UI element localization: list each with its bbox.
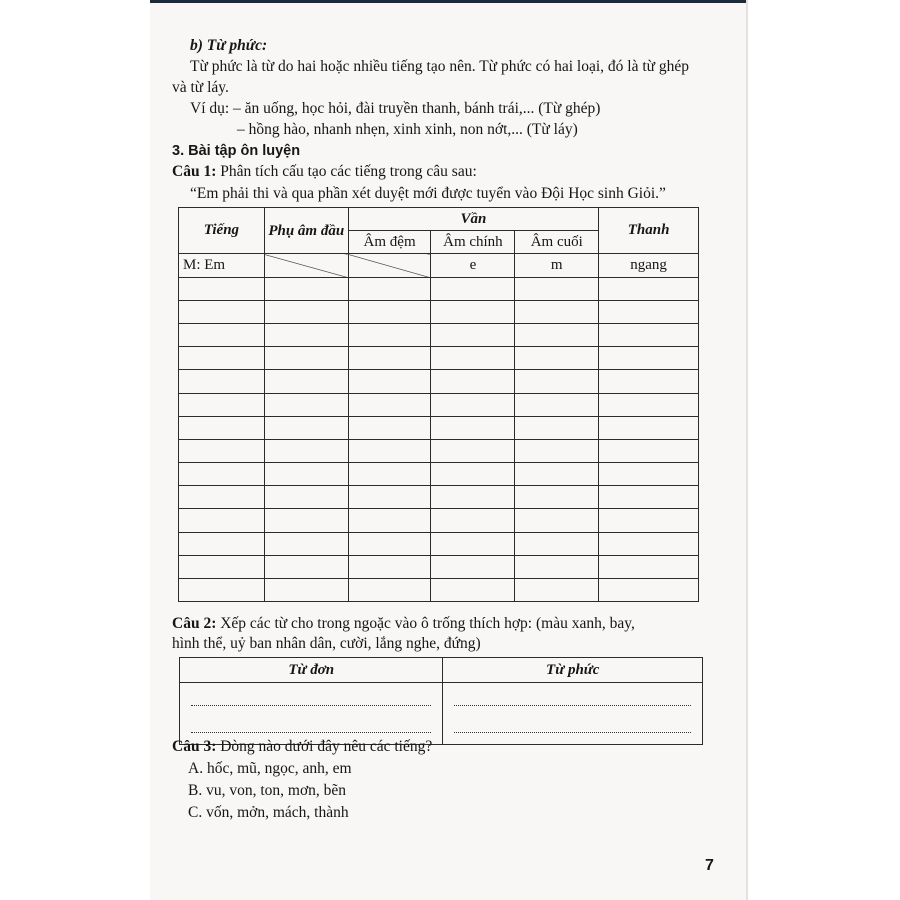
blank-cell[interactable] (179, 416, 265, 439)
blank-row (179, 416, 699, 439)
blank-cell[interactable] (179, 555, 265, 578)
blank-cell[interactable] (515, 439, 599, 462)
blank-cell[interactable] (348, 393, 431, 416)
q3-line (172, 737, 432, 757)
blank-cell[interactable] (431, 486, 515, 509)
blank-cell[interactable] (431, 347, 515, 370)
blank-rows (179, 277, 699, 602)
dotted-line (454, 718, 691, 733)
blank-cell[interactable] (515, 347, 599, 370)
blank-cell[interactable] (179, 463, 265, 486)
blank-row (179, 486, 699, 509)
blank-cell[interactable] (179, 393, 265, 416)
blank-cell[interactable] (348, 277, 431, 300)
section-b-line2: và từ láy. (172, 79, 229, 96)
blank-cell[interactable] (264, 532, 348, 555)
blank-row (179, 509, 699, 532)
blank-cell[interactable] (264, 277, 348, 300)
blank-cell[interactable] (348, 463, 431, 486)
blank-cell[interactable] (264, 300, 348, 323)
blank-cell[interactable] (264, 323, 348, 346)
blank-cell[interactable] (348, 300, 431, 323)
q2-text-line1: Xếp các từ cho trong ngoặc vào ô trống thích hợp: (màu xanh, bay, (220, 615, 635, 632)
blank-cell[interactable] (348, 509, 431, 532)
q2-line2: hình thể, uỷ ban nhân dân, cười, lắng nghe, đứng) (172, 635, 481, 652)
blank-cell[interactable] (599, 416, 699, 439)
blank-cell[interactable] (348, 416, 431, 439)
q2-label: Câu 2: (172, 615, 217, 632)
blank-cell[interactable] (599, 323, 699, 346)
blank-cell[interactable] (264, 509, 348, 532)
blank-cell[interactable] (264, 486, 348, 509)
example-am-cuoi: m (515, 254, 599, 277)
blank-cell[interactable] (264, 347, 348, 370)
blank-cell[interactable] (179, 277, 265, 300)
blank-cell[interactable] (515, 579, 599, 602)
example-am-chinh: e (431, 254, 515, 277)
example-thanh: ngang (599, 254, 699, 277)
header-tieng: Tiếng (179, 208, 265, 254)
blank-cell[interactable] (515, 555, 599, 578)
blank-cell[interactable] (431, 323, 515, 346)
section-b-line1: Từ phức là từ do hai hoặc nhiều tiếng tạo nên. Từ phức có hai loại, đó là từ ghép (190, 58, 690, 75)
blank-cell[interactable] (431, 416, 515, 439)
example-row (179, 254, 699, 277)
blank-cell[interactable] (515, 463, 599, 486)
blank-cell[interactable] (348, 555, 431, 578)
blank-cell[interactable] (515, 486, 599, 509)
blank-row (179, 579, 699, 602)
blank-cell[interactable] (179, 486, 265, 509)
blank-cell[interactable] (515, 370, 599, 393)
dotted-line (191, 691, 431, 706)
blank-row (179, 463, 699, 486)
blank-cell[interactable] (515, 323, 599, 346)
blank-row (179, 532, 699, 555)
blank-row (179, 300, 699, 323)
blank-cell[interactable] (515, 300, 599, 323)
header-phu-am-dau: Phụ âm đầu (264, 208, 348, 254)
blank-cell[interactable] (431, 579, 515, 602)
blank-cell[interactable] (599, 393, 699, 416)
header-tu-phuc: Từ phức (443, 658, 703, 683)
blank-cell[interactable] (431, 300, 515, 323)
blank-cell[interactable] (515, 277, 599, 300)
q1-line (172, 162, 477, 182)
blank-cell[interactable] (179, 370, 265, 393)
q3-text: Dòng nào dưới đây nêu các tiếng? (220, 738, 433, 755)
blank-cell[interactable] (431, 370, 515, 393)
q2-line1 (172, 614, 635, 634)
blank-cell[interactable] (348, 579, 431, 602)
blank-cell[interactable] (264, 463, 348, 486)
blank-cell[interactable] (599, 486, 699, 509)
blank-cell[interactable] (179, 579, 265, 602)
q3-option-a: A. hốc, mũ, ngọc, anh, em (188, 760, 352, 777)
blank-cell[interactable] (515, 416, 599, 439)
tu-don-cell[interactable] (180, 683, 443, 745)
blank-cell[interactable] (264, 579, 348, 602)
q3-label: Câu 3: (172, 738, 217, 755)
tu-phuc-cell[interactable] (443, 683, 703, 745)
section-b-example1: Ví dụ: – ăn uống, học hỏi, đài truyền thanh, bánh trái,... (Từ ghép) (190, 100, 601, 117)
blank-cell[interactable] (599, 532, 699, 555)
blank-cell[interactable] (431, 532, 515, 555)
blank-cell[interactable] (348, 370, 431, 393)
blank-cell[interactable] (599, 300, 699, 323)
blank-cell[interactable] (348, 486, 431, 509)
q1-label: Câu 1: (172, 163, 217, 180)
blank-cell[interactable] (599, 347, 699, 370)
blank-cell[interactable] (515, 509, 599, 532)
header-thanh: Thanh (599, 208, 699, 254)
q3-option-b: B. vu, von, ton, mơn, bẽn (188, 782, 347, 799)
blank-cell[interactable] (599, 509, 699, 532)
page-edge (746, 0, 748, 900)
blank-cell[interactable] (264, 393, 348, 416)
blank-cell[interactable] (431, 393, 515, 416)
blank-row (179, 393, 699, 416)
blank-cell[interactable] (348, 532, 431, 555)
blank-cell[interactable] (179, 300, 265, 323)
example-am-dem (348, 254, 431, 277)
page-number: 7 (705, 857, 714, 874)
blank-cell[interactable] (179, 509, 265, 532)
blank-cell[interactable] (431, 277, 515, 300)
blank-cell[interactable] (599, 579, 699, 602)
blank-row (179, 347, 699, 370)
blank-cell[interactable] (431, 509, 515, 532)
header-am-dem: Âm đệm (348, 231, 431, 254)
blank-cell[interactable] (431, 463, 515, 486)
blank-cell[interactable] (264, 439, 348, 462)
blank-row (179, 439, 699, 462)
header-am-chinh: Âm chính (431, 231, 515, 254)
blank-cell[interactable] (431, 555, 515, 578)
header-van: Vần (348, 208, 598, 231)
blank-row (179, 323, 699, 346)
blank-cell[interactable] (264, 555, 348, 578)
header-tu-don: Từ đơn (180, 658, 443, 683)
section-b-heading: b) Từ phức: (190, 37, 268, 54)
blank-cell[interactable] (264, 370, 348, 393)
blank-cell[interactable] (599, 277, 699, 300)
blank-cell[interactable] (348, 323, 431, 346)
example-phu-am (264, 254, 348, 277)
q1-text: Phân tích cấu tạo các tiếng trong câu sau: (220, 163, 477, 180)
example-tieng: M: Em (179, 254, 265, 277)
blank-cell[interactable] (599, 555, 699, 578)
dotted-line (454, 691, 691, 706)
q1-analysis-table (178, 207, 699, 602)
blank-cell[interactable] (515, 532, 599, 555)
blank-cell[interactable] (599, 439, 699, 462)
q3-option-c: C. vốn, mởn, mách, thành (188, 804, 349, 821)
section-b-example2: – hồng hào, nhanh nhẹn, xinh xinh, non nớt,... (Từ láy) (237, 121, 578, 138)
dotted-line (191, 718, 431, 733)
blank-cell[interactable] (599, 370, 699, 393)
blank-cell[interactable] (599, 463, 699, 486)
blank-cell[interactable] (348, 347, 431, 370)
blank-cell[interactable] (348, 439, 431, 462)
blank-cell[interactable] (515, 393, 599, 416)
blank-row (179, 277, 699, 300)
blank-cell[interactable] (179, 439, 265, 462)
q2-sort-table (179, 657, 703, 745)
blank-row (179, 370, 699, 393)
q1-sentence: “Em phải thi và qua phần xét duyệt mới được tuyển vào Đội Học sinh Giỏi.” (190, 185, 666, 202)
blank-cell[interactable] (179, 323, 265, 346)
header-am-cuoi: Âm cuối (515, 231, 599, 254)
section3-heading: 3. Bài tập ôn luyện (172, 143, 301, 159)
blank-cell[interactable] (179, 532, 265, 555)
blank-row (179, 555, 699, 578)
blank-cell[interactable] (264, 416, 348, 439)
blank-cell[interactable] (179, 347, 265, 370)
blank-cell[interactable] (431, 439, 515, 462)
